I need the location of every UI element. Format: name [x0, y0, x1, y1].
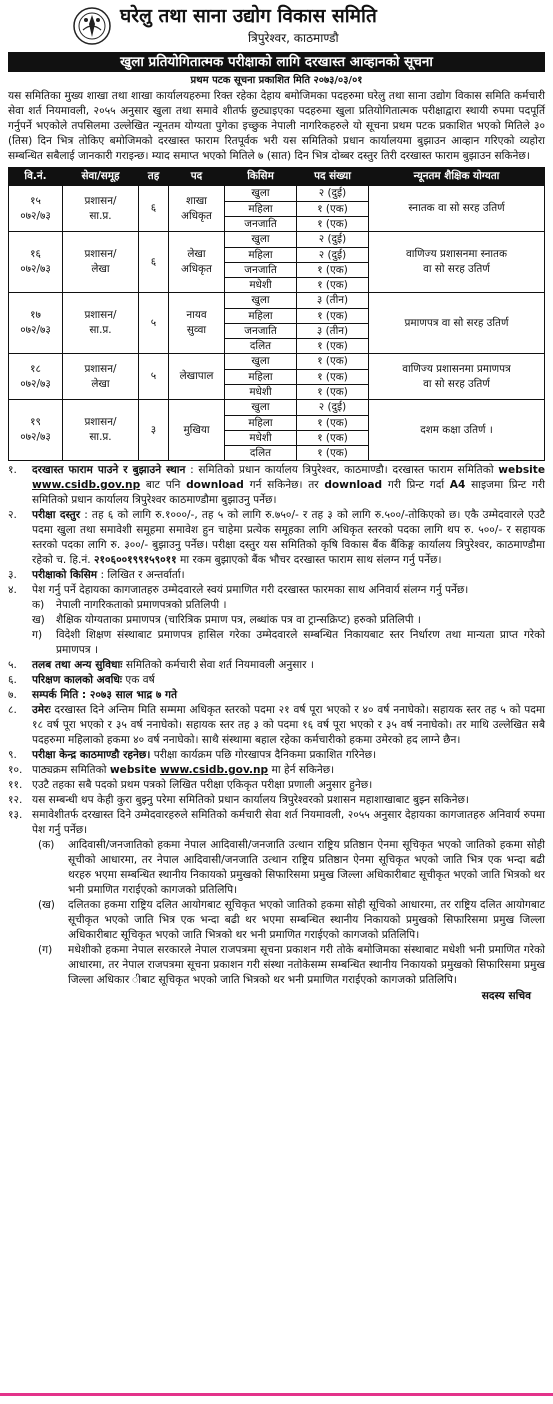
qualification-cell: प्रमाणपत्र वा सो सरह उतिर्ण [369, 293, 545, 354]
note-12 [8, 793, 545, 808]
note-text: साइजमा प्रिन्ट गरी समितिको प्रधान कार्यालय त्रिपुरेश्वर काठमाण्डौमा बुझाउनु पर्नेछ। [32, 479, 546, 506]
note-number: ८. [8, 704, 17, 716]
quota-kind: दलित [225, 445, 297, 460]
level-cell: ३ [139, 400, 169, 461]
quota-count: १ (एक) [297, 262, 369, 277]
note-heading: सम्पर्क मिति : २०७३ साल भाद्र ७ गते [32, 689, 178, 701]
quota-kind: खुला [225, 293, 297, 308]
note-text: समितिको कर्मचारी सेवा शर्त नियमावली अनुसार । [122, 659, 314, 671]
quota-count: ३ (तीन) [297, 323, 369, 338]
level-cell: ५ [139, 354, 169, 400]
quota-kind: खुला [225, 186, 297, 201]
note-number: २. [8, 509, 17, 521]
quota-row [225, 369, 368, 384]
quota-table [225, 232, 368, 292]
service-group-cell: प्रशासन/ सा.प्र. [63, 293, 139, 354]
col-header: पद संख्या [297, 168, 369, 186]
note-4-kha [8, 613, 545, 628]
note-heading: दरखास्त फाराम पाउने र बुझाउने स्थान [32, 464, 186, 476]
download-word: download [324, 479, 383, 491]
level-cell: ६ [139, 186, 169, 232]
quota-row [225, 323, 368, 338]
note-number: १. [8, 464, 17, 476]
quota-row [225, 338, 368, 353]
sub-text: मधेशीको हकमा नेपाल सरकारले नेपाल राजपत्रमा सूचना प्रकाशन गरी तोके बमोजिमका संस्थाबाट मधेशी भनी प्रमाणित गरेको आधारमा, तर नेपाल राजपत्रमा सूचना प्रकाशन गरी संस्था नतोकेसम्म सम्बन्धित स्थानीय निकायको प्रमुखको सिफारिसमा प्रमुख जिल्ला अधिकार ीबाट सूचिकृत भएको जाति भित्रको थर भनी प्रमाणित गराईएको कागजको प्रतिलिपि। [68, 944, 545, 986]
post-number-cell: १५ ०७२/७३ [9, 186, 63, 232]
col-header: सेवा/समूह [63, 168, 139, 186]
note-5 [8, 658, 545, 673]
note-heading: परीक्षाको किसिम [32, 569, 98, 581]
note-number: १३. [8, 809, 23, 821]
post-cell: लेखापाल [169, 354, 225, 400]
service-group-cell: प्रशासन/ लेखा [63, 354, 139, 400]
service-group-cell: प्रशासन/ सा.प्र. [63, 400, 139, 461]
note-number: ९. [8, 749, 17, 761]
quota-kind: महिला [225, 247, 297, 262]
note-text: गरी प्रिन्ट गर्दा [382, 479, 450, 491]
notes [8, 463, 545, 1004]
quota-count: १ (एक) [297, 430, 369, 445]
header [8, 4, 545, 50]
note-text: परीक्षा कार्यक्रम पछि गोरखापत्र दैनिकमा प्रकाशित गरिनेछ। [150, 749, 377, 761]
sub-label: (ग) [38, 944, 53, 956]
qualification-cell: स्नातक वा सो सरह उतिर्ण [369, 186, 545, 232]
quota-kind: जनजाति [225, 216, 297, 231]
quota-cell [225, 293, 369, 354]
website-word: website [109, 764, 157, 776]
sub-text: विदेशी शिक्षण संस्थाबाट प्रमाणपत्र हासिल गरेका उम्मेदवारले सम्बन्धित निकायबाट स्तर निर्धारण तथा मान्यता प्राप्त गरेको प्रमाणपत्र । [56, 629, 545, 656]
col-header: तह [139, 168, 169, 186]
note-text: एक वर्ष [122, 674, 155, 686]
quota-count: १ (एक) [317, 446, 348, 459]
quota-kind: खुला [225, 354, 297, 369]
note-text: : समितिको प्रधान कार्यालय त्रिपुरेश्वर, काठमाण्डौ। दरखास्त फाराम समितिको [185, 464, 499, 476]
quota-cell [225, 232, 369, 293]
note-13-ka [8, 838, 545, 898]
post-cell: नायव सुव्वा [169, 293, 225, 354]
sub-text: नेपाली नागरिकताको प्रमाणपत्रको प्रतिलिपी । [56, 599, 227, 611]
quota-count: १ (एक) [297, 369, 369, 384]
note-2 [8, 508, 545, 568]
qualification-cell: दशम कक्षा उतिर्ण । [369, 400, 545, 461]
quota-row [225, 400, 368, 415]
quota-count: १ (एक) [297, 308, 369, 323]
note-heading: परीक्षा दस्तुर [32, 509, 81, 521]
sub-text: शैक्षिक योग्यताका प्रमाणपत्र (चारित्रिक प्रमाण पत्र, लब्धांक पत्र वा ट्रान्सक्रिप्ट) हरुको प्रतिलिपी । [56, 614, 421, 626]
table-row [9, 293, 545, 354]
quota-count: १ (एक) [297, 201, 369, 216]
quota-count: ३ (तीन) [297, 293, 369, 308]
quota-row [225, 262, 368, 277]
bank-account-number: २१०६००१९९१५९०११ [94, 554, 177, 566]
quota-count: १ (एक) [317, 339, 348, 352]
note-4 [8, 583, 545, 598]
quota-count: १ (एक) [297, 415, 369, 430]
note-text: दरखास्त दिने अन्तिम मिति सम्ममा अधिकृत स्तरको पदमा २१ वर्ष पूरा भएको र ४० वर्ष ननाघेको। सहायक स्तर तह ५ को पदमा १८ वर्ष पूरा भएको र ३५ वर्ष ननाघेको। सहायक स्तर तह ३ को पदमा १६ वर्ष पूरा भएको र ३५ वर्ष ननाघेको। तर माथि उल्लेखित सबै पदहरुमा महिलाको हकमा ४० वर्ष ननाघेको। साथै संस्थामा बहाल रहेका कर्मचारीको हकमा उमेरको हद लाग्ने छैन। [32, 704, 545, 746]
quota-row [225, 415, 368, 430]
quota-count: १ (एक) [317, 278, 348, 291]
quota-count: २ (दुई) [297, 232, 369, 247]
post-cell: लेखा अधिकृत [169, 232, 225, 293]
quota-kind: महिला [225, 308, 297, 323]
quota-row [225, 247, 368, 262]
col-header: पद [169, 168, 225, 186]
sub-label: (ख) [38, 899, 55, 911]
table-row [9, 354, 545, 400]
note-10 [8, 763, 545, 778]
paper-size: A4 [449, 479, 466, 491]
quota-count: २ (दुई) [297, 247, 369, 262]
quota-row [225, 445, 368, 460]
note-number: ७. [8, 689, 17, 701]
organization-name: घरेलु तथा साना उद्योग विकास समिति [120, 5, 377, 27]
note-number: ६. [8, 674, 17, 686]
quota-kind: मधेशी [225, 430, 297, 445]
note-number: १२. [8, 794, 23, 806]
note-9 [8, 748, 545, 763]
note-13-ga [8, 943, 545, 988]
note-number: ५. [8, 659, 17, 671]
quota-kind: महिला [225, 415, 297, 430]
quota-row [225, 293, 368, 308]
quota-kind: जनजाति [225, 262, 297, 277]
quota-count: २ (दुई) [297, 186, 369, 201]
note-text: बाट पनि [140, 479, 187, 491]
quota-cell [225, 400, 369, 461]
table-row [9, 232, 545, 293]
sub-text: दलितका हकमा राष्ट्रिय दलित आयोगबाट सूचिकृत भएको जातिको हकमा सोही सूचिको आधारमा, तर राष्ट्रिय दलित आयोगबाट सूचीकृत भएको जाति भित्र एक भन्दा बढी थर भएमा सम्बन्धित स्थानीय निकायको प्रमुखको सिफारिसमा प्रमुख जिल्ला अधिकारीबाट सूचिकृत भएको जाति भित्रको थर भनी प्रमाणित गराईएको कागजको प्रतिलिपि। [68, 899, 545, 941]
quota-kind: महिला [225, 369, 297, 384]
note-4-ga [8, 628, 545, 658]
quota-kind: दलित [225, 338, 297, 353]
post-number-cell: १८ ०७२/७३ [9, 354, 63, 400]
note-heading: उमेरः [32, 704, 51, 716]
nepal-emblem-icon [72, 6, 112, 46]
table-row [9, 186, 545, 232]
post-number-cell: १६ ०७२/७३ [9, 232, 63, 293]
note-text: पाठ्यक्रम समितिको [32, 764, 110, 776]
level-cell: ५ [139, 293, 169, 354]
quota-table [225, 400, 368, 460]
quota-row [225, 201, 368, 216]
note-text: : लिखित र अन्तर्वार्ता। [97, 569, 185, 581]
quota-table [225, 293, 368, 353]
note-text: यस सम्बन्धी थप केही कुरा बुझ्नु परेमा समितिको प्रधान कार्यालय त्रिपुरेश्वरको प्रशासन महाशाखाबाट बुझ्न सकिनेछ। [32, 794, 469, 806]
quota-kind: खुला [225, 232, 297, 247]
note-text: पेश गर्नु पर्ने देहायका कागजातहरु उम्मेदवारले स्वयं प्रमाणित गरी दरखास्त फारमका साथ अनिवार्य संलग्न गर्नु पर्नेछ। [32, 584, 469, 596]
quota-count: १ (एक) [317, 385, 348, 398]
table-row [9, 400, 545, 461]
quota-kind: जनजाति [225, 323, 297, 338]
col-header: न्यूनतम शैक्षिक योग्यता [369, 168, 545, 186]
sub-label: (क) [38, 839, 55, 851]
quota-row [225, 384, 368, 399]
col-header: किसिम [225, 168, 297, 186]
note-4-ka [8, 598, 545, 613]
note-heading: परीक्षा केन्द्र काठमाण्डौ रहनेछ। [32, 749, 151, 761]
quota-row [225, 430, 368, 445]
quota-kind: महिला [225, 201, 297, 216]
qualification-cell: वाणिज्य प्रशासनमा स्नातक वा सो सरह उतिर्ण [369, 232, 545, 293]
quota-row [225, 277, 368, 292]
qualification-cell: वाणिज्य प्रशासनमा प्रमाणपत्र वा सो सरह उतिर्ण [369, 354, 545, 400]
note-13-kha [8, 898, 545, 943]
quota-row [225, 186, 368, 201]
website-link[interactable]: www.csidb.gov.np [32, 479, 141, 491]
note-3 [8, 568, 545, 583]
quota-row [225, 232, 368, 247]
note-heading: तलब तथा अन्य सुविधाः [32, 659, 123, 671]
note-number: ३. [8, 569, 17, 581]
note-text: मा हेर्न सकिनेछ। [268, 764, 335, 776]
note-11 [8, 778, 545, 793]
website-word: website [498, 464, 546, 476]
note-1 [8, 463, 545, 508]
post-cell: मुखिया [169, 400, 225, 461]
quota-count: २ (दुई) [297, 400, 369, 415]
quota-kind: खुला [225, 400, 297, 415]
quota-cell [225, 186, 369, 232]
note-7 [8, 688, 545, 703]
post-number-cell: १७ ०७२/७३ [9, 293, 63, 354]
table-body [9, 186, 545, 461]
quota-row [225, 216, 368, 231]
col-header: वि.नं. [9, 168, 63, 186]
service-group-cell: प्रशासन/ लेखा [63, 232, 139, 293]
sub-label: ख) [32, 614, 45, 626]
note-number: १०. [8, 764, 23, 776]
quota-table [225, 186, 368, 231]
sub-label: क) [32, 599, 45, 611]
sub-label: ग) [32, 629, 43, 641]
organization-location: त्रिपुरेश्वर, काठमाण्डौ [248, 31, 339, 45]
quota-cell [225, 354, 369, 400]
quota-count: १ (एक) [297, 354, 369, 369]
level-cell: ६ [139, 232, 169, 293]
intro-paragraph: यस समितिका मुख्य शाखा तथा शाखा कार्यालयहरुमा रिक्त रहेका देहाय बमोजिमका पदहरुमा घरेलु तथा साना उद्योग विकास समिति कर्मचारी सेवा शर्त नियमावली, २०५५ अनुसार खुला तथा समावे शीतर्फ छुट्याइएका पदहरुमा खुला प्रतियोगितात्मक परीक्षाद्वारा स्थायी रुपमा पदपूर्ति गर्नुपर्ने भएकोले तपसिलमा उल्लेखित न्यूनतम योग्यता पुगेका इच्छुक नेपाली नागरिकहरुले यो सूचना प्रथम पटक प्रकाशित भएको मितिले ३० (तिस) दिन भित्र तोकिए बमोजिमको दरखास्त फाराम रितपूर्वक भरी यस समितिको प्रधान कार्यालयमा बुझाउन आव्हान गरिएको व्यहोरा सम्बन्धित सबैलाई जानकारी गराइन्छ। म्याद समाप्त भएको मितिले ७ (सात) दिन भित्र दोब्बर दस्तुर तिरी दरखास्त फाराम बुझाउन सकिनेछ। [8, 90, 545, 162]
note-6 [8, 673, 545, 688]
note-heading: परिक्षण कालको अवधिः [32, 674, 123, 686]
website-link[interactable]: www.csidb.gov.np [159, 764, 269, 776]
quota-row [225, 354, 368, 369]
quota-kind: मधेशी [225, 384, 297, 399]
note-8 [8, 703, 545, 748]
note-number: ४. [8, 584, 17, 596]
vacancy-table [8, 167, 545, 461]
quota-count: १ (एक) [317, 217, 348, 230]
sub-text: आदिवासी/जनजातिको हकमा नेपाल आदिवासी/जनजाति उत्थान राष्ट्रिय प्रतिष्ठान ऐनमा सूचिकृत भएको जातिको हकमा सोही सूचीको आधारमा, तर नेपाल आदिवासी/जनजाति उत्थान राष्ट्रिय प्रतिष्ठान ऐनमा सूचिकृत भएको जाति भित्र एक भन्दा बढी थरहरु भएमा सम्बन्धित स्थानीय निकायको प्रमुखको सिफारिसमा प्रमुख जिल्ला अधिकारीबाट सूचीकृत भएको जाति भित्रको थर भनी प्रमाणित गराईएको कागजको प्रतिलिपि। [68, 839, 545, 896]
note-text: एउटै तहका सबै पदको प्रथम पत्रको लिखित परीक्षा एकिकृत परीक्षा प्रणाली अनुसार हुनेछ। [32, 779, 373, 791]
bottom-accent-line [0, 1393, 553, 1396]
note-13 [8, 808, 545, 838]
quota-row [225, 308, 368, 323]
note-text: मा रकम बुझाएको बैंक भौचर दरखास्त फाराम साथ संलग्न गर्नु पर्नेछ। [176, 554, 442, 566]
quota-kind: मधेशी [225, 277, 297, 292]
table-header-row [9, 168, 545, 186]
note-text: : तह ६ को लागि रु.१०००/-, तह ५ को लागि रु.७५०/- र तह ३ को लागि रु.५००/-तोकिएको छ। एकै उम्मेदवारले एउटै पदमा खुला तथा समावेशी समूहमा समावेश हुन चाहेमा प्रत्येक समूहका लागि अधिकृत स्तरको पदका लागि थप रु. ५००/- र सहायक स्तरको पदका लागि रु. ३००/- बुझाउनु पर्नेछ। परीक्षा दस्तुर यस समितिको कृषि विकास बैंक बैंकिङ्ग कार्यालय त्रिपुरेश्वर, काठमाण्डौमा रहेको च. हि.नं. [32, 509, 545, 566]
post-number-cell: १९ ०७२/७३ [9, 400, 63, 461]
service-group-cell: प्रशासन/ सा.प्र. [63, 186, 139, 232]
signature: सदस्य सचिव [481, 990, 531, 1002]
post-cell: शाखा अधिकृत [169, 186, 225, 232]
note-number: ११. [8, 779, 23, 791]
publish-date: प्रथम पटक सूचना प्रकाशित मिति २०७३/०३/०१ [190, 75, 363, 86]
notice-title: खुला प्रतियोगितात्मक परीक्षाको लागि दरखास्त आव्हानको सूचना [8, 52, 545, 72]
download-word: download [186, 479, 244, 491]
note-text: समावेशीतर्फ दरखास्त दिने उम्मेदवारहरुले समितिको कर्मचारी सेवा शर्त नियमावली, २०५५ अनुसार देहायका कागजातहरु अनिवार्य रुपमा पेश गर्नु पर्नेछ। [32, 809, 545, 836]
quota-table [225, 354, 368, 399]
note-text: गर्न सकिनेछ। तर [243, 479, 325, 491]
